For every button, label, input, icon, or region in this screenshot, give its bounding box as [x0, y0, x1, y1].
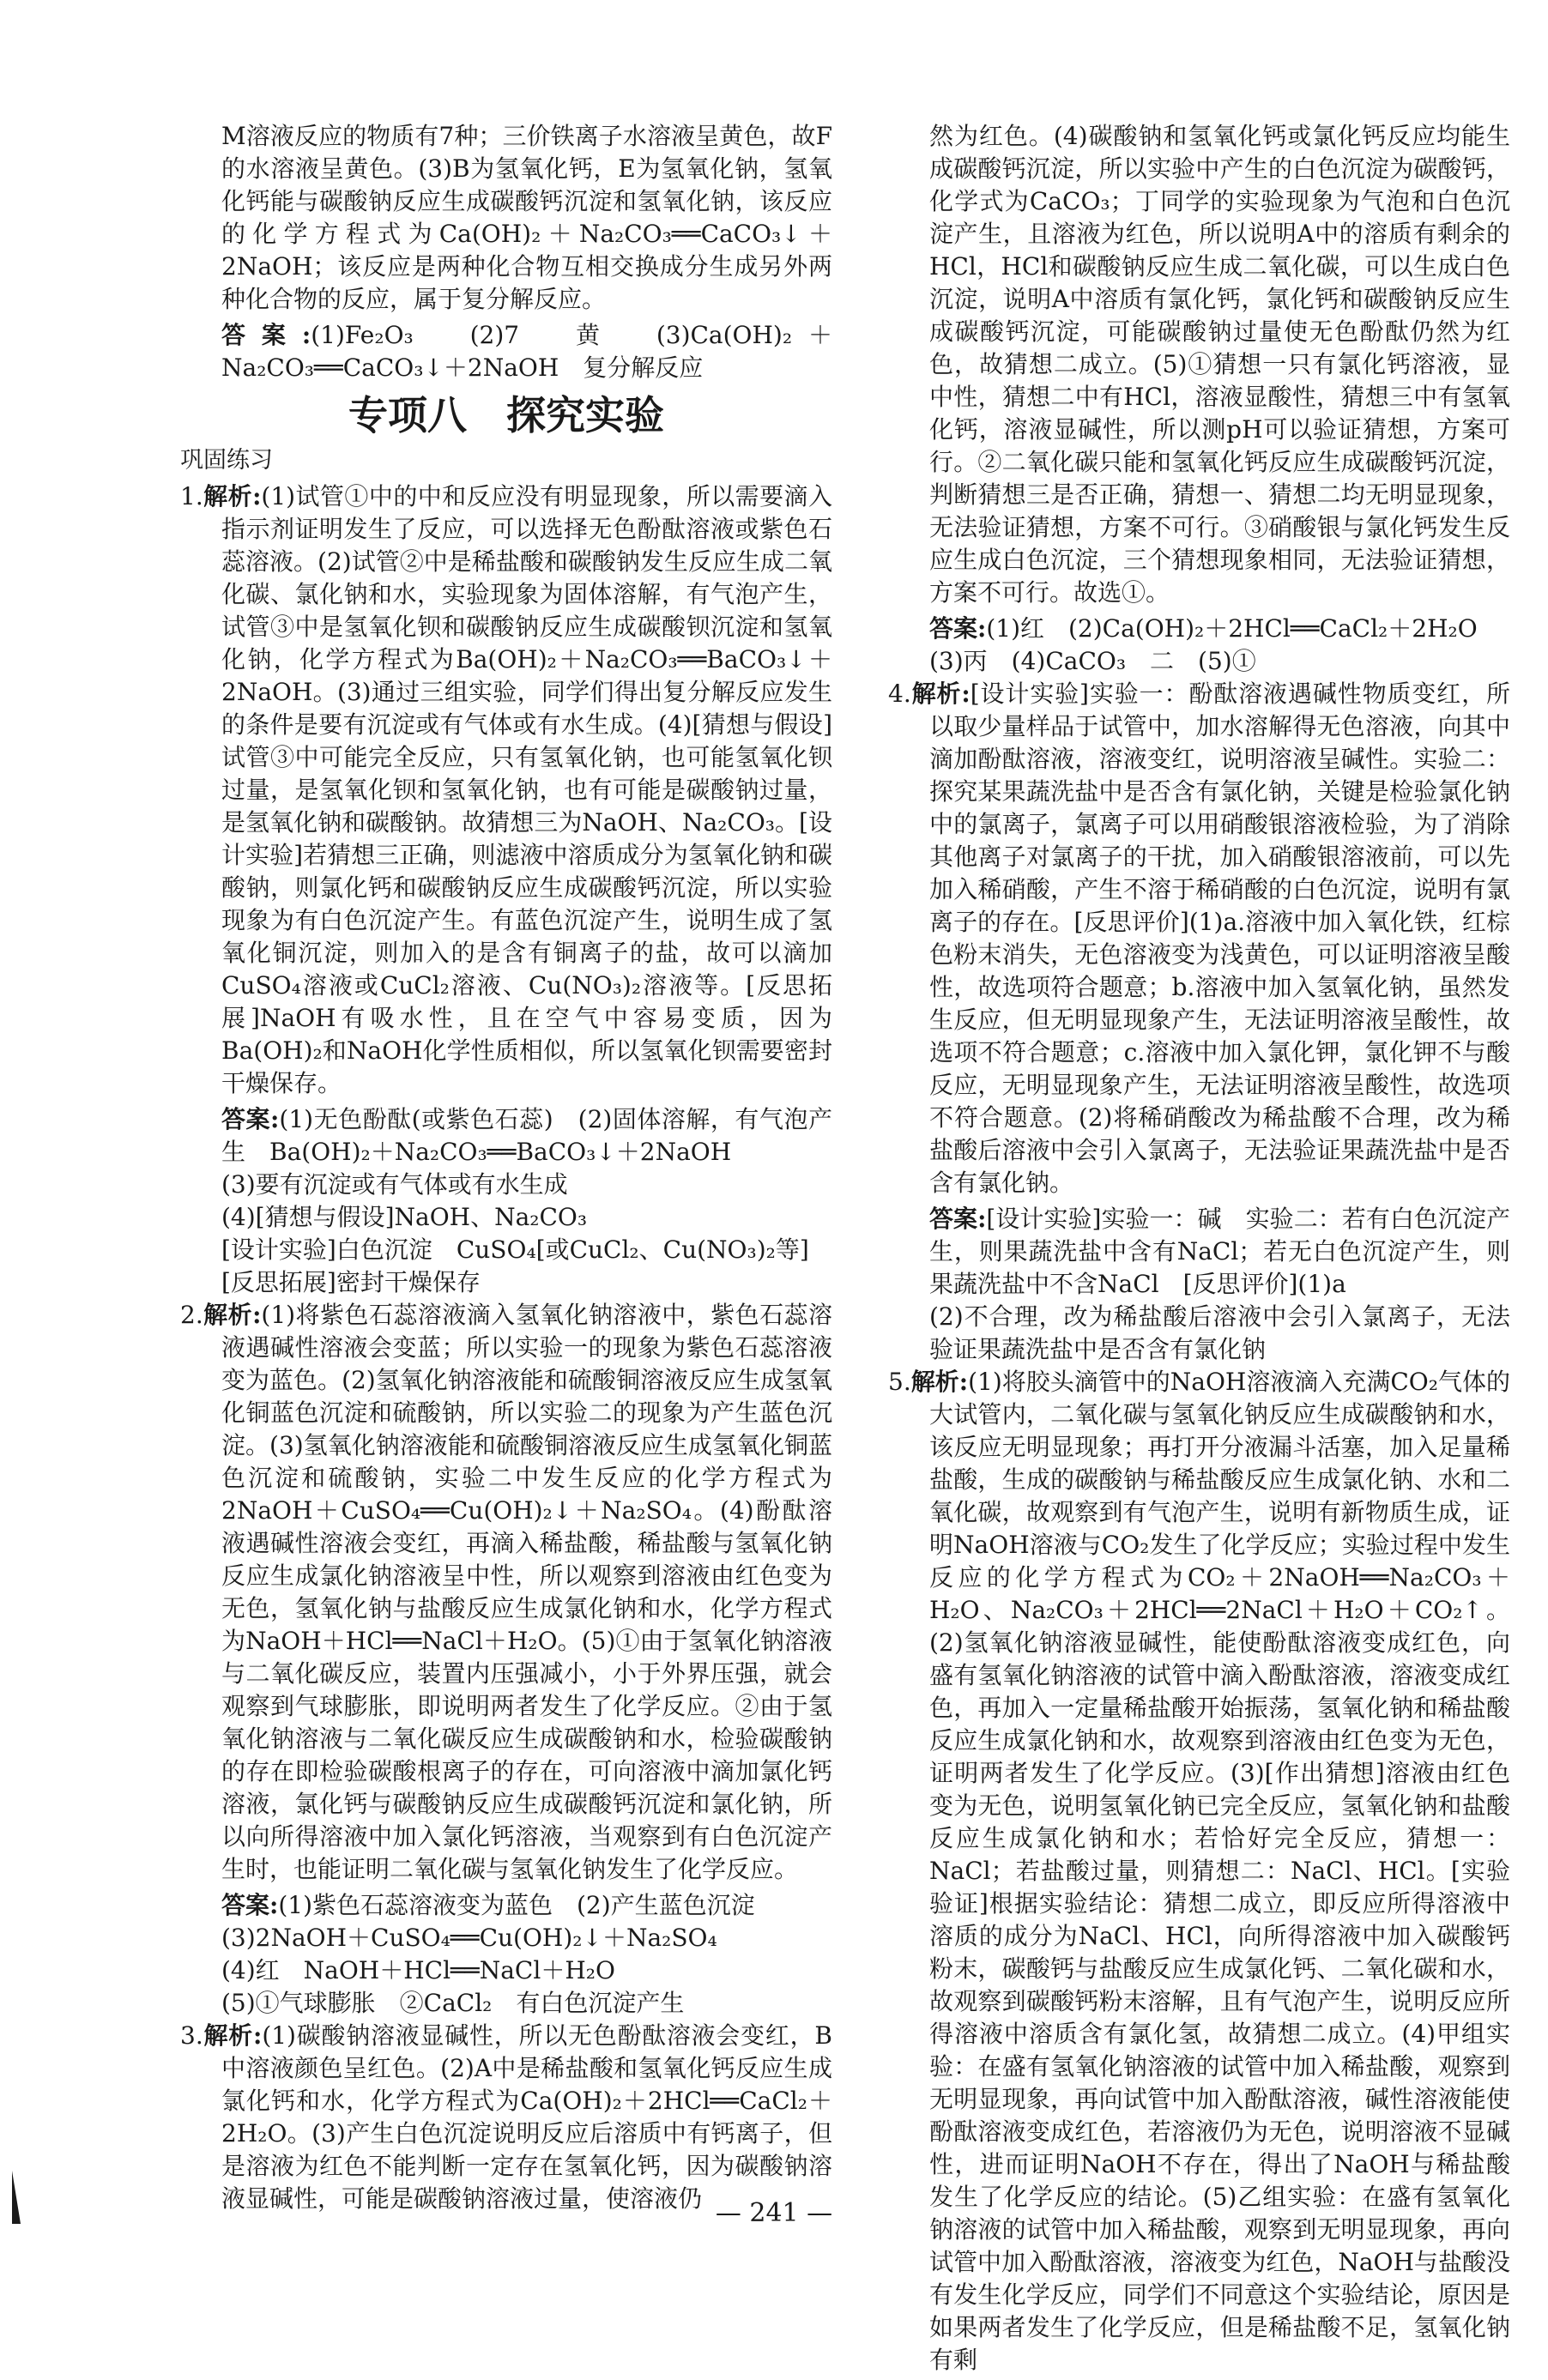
continued-analysis: M溶液反应的物质有7种；三价铁离子水溶液呈黄色，故F的水溶液呈黄色。(3)B为氢氧化钙，E为氢氧化钠，氢氧化钙能与碳酸钠反应生成碳酸钙沉淀和氢氧化钠，该反应的化学方程式为Ca(OH)₂＋Na₂CO₃══CaCO₃↓＋2NaOH；该反应是两种化合物互相交换成分生成另外两种化合物的反应，属于复分解反应。: [221, 122, 832, 313]
analysis-label: 解析:: [203, 2021, 263, 2050]
answer-line: (1)无色酚酞(或紫色石蕊) (2)固体溶解，有气泡产生 Ba(OH)₂＋Na₂CO₃══BaCO₃↓＋2NaOH: [221, 1105, 832, 1166]
answer-line: (2)不合理，改为稀盐酸后溶液中会引入氯离子，无法验证果蔬洗盐中是否含有氯化钠: [929, 1302, 1510, 1363]
answer-line: [反思拓展]密封干燥保存: [221, 1268, 481, 1296]
answer-line: (5)①气球膨胀 ②CaCl₂ 有白色沉淀产生: [221, 1989, 685, 2017]
analysis-text: (1)碳酸钠溶液显碱性，所以无色酚酞溶液会变红，B中溶液颜色呈红色。(2)A中是稀盐酸和氢氧化钙反应生成氯化钙和水，化学方程式为Ca(OH)₂＋2HCl══CaCl₂＋2H₂O。(3)产生白色沉淀说明反应后溶质中有钙离子，但是溶液为红色不能判断一定存在氢氧化钙，因为碳酸钠溶液显碱性，可能是碳酸钠溶液过量，使溶液仍: [221, 2021, 832, 2213]
analysis-text: [设计实验]实验一：酚酞溶液遇碱性物质变红，所以取少量样品于试管中，加水溶解得无色溶液，向其中滴加酚酞溶液，溶液变红，说明溶液呈碱性。实验二：探究某果蔬洗盐中是否含有氯化钠，关键是检验氯化钠中的氯离子，氯离子可以用硝酸银溶液检验，为了消除其他离子对氯离子的干扰，加入硝酸银溶液前，可以先加入稀硝酸，产生不溶于稀硝酸的白色沉淀，说明有氯离子的存在。[反思评价](1)a.溶液中加入氧化铁，红棕色粉末消失，无色溶液变为浅黄色，可以证明溶液呈酸性，故选项符合题意；b.溶液中加入氢氧化钠，虽然发生反应，但无明显现象产生，无法证明溶液呈酸性，故选项不符合题意；c.溶液中加入氯化钾，氯化钾不与酸反应，无明显现象产生，无法证明溶液呈酸性，故选项不符合题意。(2)将稀硝酸改为稀盐酸不合理，改为稀盐酸后溶液中会引入氯离子，无法验证果蔬洗盐中是否含有氯化钠。: [929, 680, 1510, 1197]
question-3-analysis: [180, 2020, 832, 2215]
analysis-label: 解析:: [910, 1368, 969, 1396]
page-number: — 241 —: [715, 2198, 833, 2228]
answer-line: (3)要有沉淀或有气体或有水生成: [221, 1170, 568, 1199]
analysis-text: (1)将胶头滴管中的NaOH溶液滴入充满CO₂气体的大试管内，二氧化碳与氢氧化钠反应生成碳酸钠和水，该反应无明显现象；再打开分液漏斗活塞，加入足量稀盐酸，生成的碳酸钠与稀盐酸反应生成氯化钠、水和二氧化碳，故观察到有气泡产生，说明有新物质生成，证明NaOH溶液与CO₂发生了化学反应；实验过程中发生反应的化学方程式为CO₂＋2NaOH══Na₂CO₃＋H₂O、Na₂CO₃＋2HCl══2NaCl＋H₂O＋CO₂↑。(2)氢氧化钠溶液显碱性，能使酚酞溶液变成红色，向盛有氢氧化钠溶液的试管中滴入酚酞溶液，溶液变成红色，再加入一定量稀盐酸开始振荡，氢氧化钠和稀盐酸反应生成氯化钠和水，故观察到溶液由红色变为无色，证明两者发生了化学反应。(3)[作出猜想]溶液由红色变为无色，说明氢氧化钠已完全反应，氢氧化钠和盐酸反应生成氯化钠和水；若恰好完全反应，猜想一：NaCl；若盐酸过量，则猜想二：NaCl、HCl。[实验验证]根据实验结论：猜想二成立，即反应所得溶液中溶质的成分为NaCl、HCl，向所得溶液中加入碳酸钙粉末，碳酸钙与盐酸反应生成氯化钙、二氧化碳和水，故观察到碳酸钙粉末溶解，且有气泡产生，说明反应所得溶液中溶质含有氯化氢，故猜想二成立。(4)甲组实验：在盛有氢氧化钠溶液的试管中加入稀盐酸，观察到无明显现象，再向试管中加入酚酞溶液，碱性溶液能使酚酞溶液变成红色，若溶液仍为无色，说明溶液不显碱性，进而证明NaOH不存在，得出了NaOH与稀盐酸发生了化学反应的结论。(5)乙组实验：在盛有氢氧化钠溶液的试管中加入稀盐酸，观察到无明显现象，再向试管中加入酚酞溶液，溶液变为红色，NaOH与盐酸没有发生化学反应，同学们不同意这个实验结论，原因是如果两者发生了化学反应，但是稀盐酸不足，氢氧化钠有剩: [929, 1368, 1510, 2374]
analysis-label: 解析:: [203, 1301, 262, 1329]
answer-text: (1)Fe₂O₃ (2)7 黄 (3)Ca(OH)₂＋Na₂CO₃══CaCO₃↓＋2NaOH 复分解反应: [221, 321, 832, 382]
answer-line: (4)红 NaOH＋HCl══NaCl＋H₂O: [221, 1956, 615, 1984]
question-number: 1.: [180, 482, 203, 510]
question-2-analysis: [180, 1299, 832, 1886]
answer-line: [设计实验]白色沉淀 CuSO₄[或CuCl₂、Cu(NO₃)₂等]: [221, 1235, 809, 1264]
answer-line: (1)红 (2)Ca(OH)₂＋2HCl══CaCl₂＋2H₂O: [986, 614, 1478, 643]
answer-label: 答案:: [929, 1205, 987, 1233]
question-4-answer: [888, 1203, 1510, 1366]
question-number: 4.: [888, 680, 911, 708]
answer-label: 答案:: [221, 1105, 280, 1133]
answer-line: [设计实验]实验一：碱 实验二：若有白色沉淀产生，则果蔬洗盐中含有NaCl；若无白色沉淀产生，则果蔬洗盐中不含NaCl [反思评价](1)a: [929, 1205, 1510, 1298]
left-column: [180, 120, 832, 2219]
question-3-answer: [888, 613, 1510, 678]
answer-label: 答案:: [221, 1891, 279, 1919]
question-number: 5.: [888, 1368, 911, 1396]
analysis-label: 解析:: [203, 482, 262, 510]
answer-line: (1)紫色石蕊溶液变为蓝色 (2)产生蓝色沉淀: [278, 1891, 755, 1919]
corner-mark: [12, 2171, 21, 2224]
question-4-analysis: [888, 678, 1510, 1199]
question-1-analysis: [180, 480, 832, 1100]
question-number: 2.: [180, 1301, 203, 1329]
analysis-label: 解析:: [910, 680, 971, 708]
answer-label: 答案:: [221, 321, 311, 349]
section-title: 专项八 探究实验: [348, 392, 664, 438]
answer-line: (3)丙 (4)CaCO₃ 二 (5)①: [929, 647, 1256, 675]
answer-label: 答案:: [929, 614, 987, 643]
question-number: 3.: [180, 2021, 203, 2050]
subsection-label: 巩固练习: [180, 447, 273, 474]
analysis-text: (1)试管①中的中和反应没有明显现象，所以需要滴入指示剂证明发生了反应，可以选择无色酚酞溶液或紫色石蕊溶液。(2)试管②中是稀盐酸和碳酸钠发生反应生成二氧化碳、氯化钠和水，实验现象为固体溶解，有气泡产生，试管③中是氢氧化钡和碳酸钠反应生成碳酸钡沉淀和氢氧化钠，化学方程式为Ba(OH)₂＋Na₂CO₃══BaCO₃↓＋2NaOH。(3)通过三组实验，同学们得出复分解反应发生的条件是要有沉淀或有气体或有水生成。(4)[猜想与假设]试管③中可能完全反应，只有氢氧化钠，也可能氢氧化钡过量，是氢氧化钡和氢氧化钠，也有可能是碳酸钠过量，是氢氧化钠和碳酸钠。故猜想三为NaOH、Na₂CO₃。[设计实验]若猜想三正确，则滤液中溶质成分为氢氧化钠和碳酸钠，则氯化钙和碳酸钠反应生成碳酸钙沉淀，所以实验现象为有白色沉淀产生。有蓝色沉淀产生，说明生成了氢氧化铜沉淀，则加入的是含有铜离子的盐，故可以滴加CuSO₄溶液或CuCl₂溶液、Cu(NO₃)₂溶液等。[反思拓展]NaOH有吸水性，且在空气中容易变质，因为Ba(OH)₂和NaOH化学性质相似，所以氢氧化钡需要密封干燥保存。: [221, 482, 833, 1097]
question-2-answer: [180, 1889, 832, 2020]
right-column: [888, 120, 1510, 2380]
analysis-text: (1)将紫色石蕊溶液滴入氢氧化钠溶液中，紫色石蕊溶液遇碱性溶液会变蓝；所以实验一的现象为紫色石蕊溶液变为蓝色。(2)氢氧化钠溶液能和硫酸铜溶液反应生成氢氧化铜蓝色沉淀和硫酸钠，所以实验二的现象为产生蓝色沉淀。(3)氢氧化钠溶液能和硫酸铜溶液反应生成氢氧化铜蓝色沉淀和硫酸钠，实验二中发生反应的化学方程式为2NaOH＋CuSO₄══Cu(OH)₂↓＋Na₂SO₄。(4)酚酞溶液遇碱性溶液会变红，再滴入稀盐酸，稀盐酸与氢氧化钠反应生成氯化钠溶液呈中性，所以观察到溶液由红色变为无色，氢氧化钠与盐酸反应生成氯化钠和水，化学方程式为NaOH＋HCl══NaCl＋H₂O。(5)①由于氢氧化钠溶液与二氧化碳反应，装置内压强减小，小于外界压强，就会观察到气球膨胀，即说明两者发生了化学反应。②由于氢氧化钠溶液与二氧化碳反应生成碳酸钠和水，检验碳酸钠的存在即检验碳酸根离子的存在，可向溶液中滴加氯化钙溶液，氯化钙与碳酸钠反应生成碳酸钙沉淀和氯化钠，所以向所得溶液中加入氯化钙溶液，当观察到有白色沉淀产生时，也能证明二氧化碳与氢氧化钠发生了化学反应。: [221, 1301, 833, 1883]
answer-line: (3)2NaOH＋CuSO₄══Cu(OH)₂↓＋Na₂SO₄: [221, 1924, 717, 1952]
answer-line: (4)[猜想与假设]NaOH、Na₂CO₃: [221, 1203, 588, 1231]
question-1-answer: [180, 1103, 832, 1299]
continued-answer: [180, 319, 832, 384]
continued-analysis: 然为红色。(4)碳酸钠和氢氧化钙或氯化钙反应均能生成碳酸钙沉淀，所以实验中产生的白色沉淀为碳酸钙，化学式为CaCO₃；丁同学的实验现象为气泡和白色沉淀产生，且溶液为红色，所以说明A中的溶质有剩余的HCl，HCl和碳酸钠反应生成二氧化碳，可以生成白色沉淀，说明A中溶质有氯化钙，氯化钙和碳酸钠反应生成碳酸钙沉淀，可能碳酸钠过量使无色酚酞仍然为红色，故猜想二成立。(5)①猜想一只有氯化钙溶液，显中性，猜想二中有HCl，溶液显酸性，猜想三中有氢氧化钙，溶液显碱性，所以测pH可以验证猜想，方案可行。②二氧化碳只能和氢氧化钙反应生成碳酸钙沉淀，判断猜想三是否正确，猜想一、猜想二均无明显现象，无法验证猜想，方案不可行。③硝酸银与氯化钙发生反应生成白色沉淀，三个猜想现象相同，无法验证猜想，方案不可行。故选①。: [929, 122, 1510, 607]
